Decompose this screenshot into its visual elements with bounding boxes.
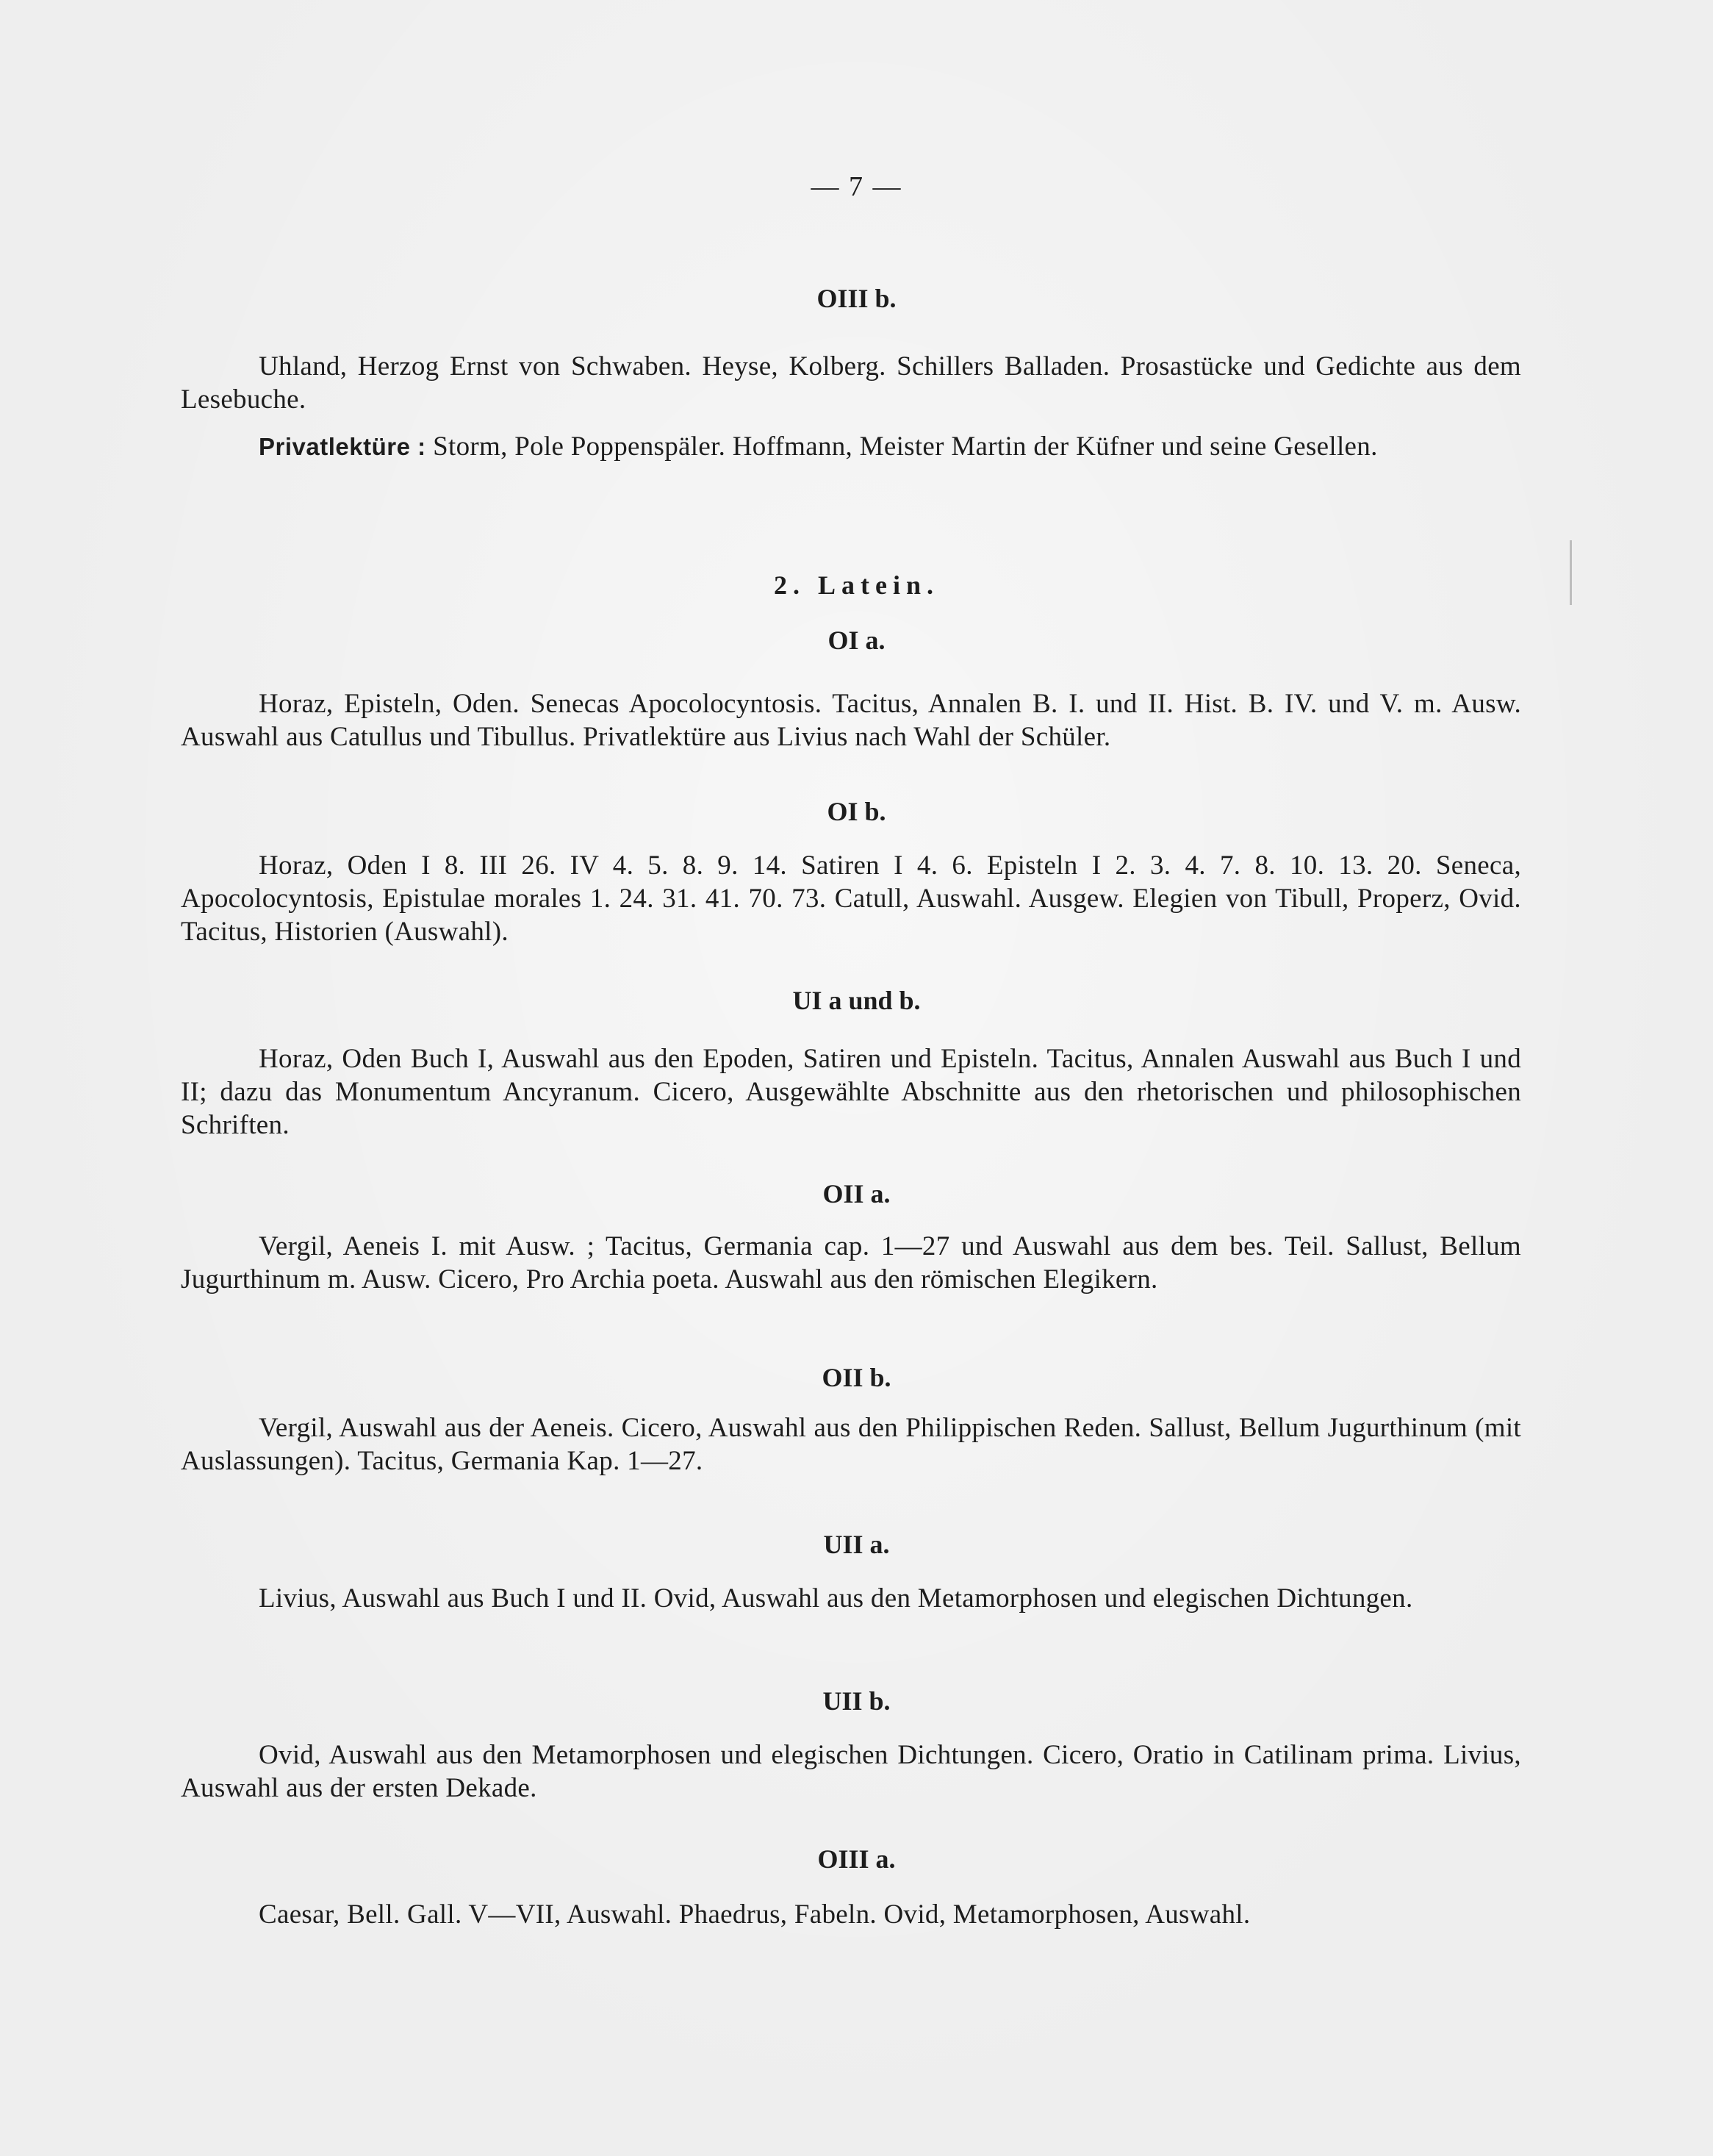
private-reading-label: Privatlektüre : — [259, 433, 426, 460]
reading-list-oii-b: Vergil, Auswahl aus der Aeneis. Cicero, Auswahl aus den Philippischen Reden. Sallust, Bellum Jugurthinum (mit Auslassungen). Tacitus, Germania Kap. 1—27. — [181, 1413, 1521, 1476]
section-title-latein: 2. Latein. — [773, 570, 939, 600]
class-heading-oiii-a: OIII a. — [817, 1844, 896, 1874]
class-heading-uii-a: UII a. — [823, 1530, 890, 1559]
class-heading-uii-b: UII b. — [822, 1686, 891, 1716]
reading-list-uii-b: Ovid, Auswahl aus den Metamorphosen und elegischen Dichtungen. Cicero, Oratio in Catilinam prima. Livius, Auswahl aus der ersten Dekade. — [181, 1740, 1521, 1803]
class-heading-oii-a: OII a. — [822, 1179, 891, 1208]
reading-list-oiii-a: Caesar, Bell. Gall. V—VII, Auswahl. Phaedrus, Fabeln. Ovid, Metamorphosen, Auswahl. — [259, 1899, 1251, 1930]
class-heading-oiii-b: OIII b. — [816, 284, 897, 313]
reading-list-ui-a-und-b: Horaz, Oden Buch I, Auswahl aus den Epoden, Satiren und Episteln. Tacitus, Annalen Auswahl aus Buch I und II; dazu das Monumentum Ancyranum. Cicero, Ausgewählte Abschnitte aus den rhetorischen und philosophischen Schriften. — [181, 1044, 1521, 1140]
reading-list-oiii-b: Uhland, Herzog Ernst von Schwaben. Heyse, Kolberg. Schillers Balladen. Prosastücke und Gedichte aus dem Lesebuche. — [181, 351, 1521, 415]
class-heading-oi-a: OI a. — [827, 626, 886, 655]
class-heading-ui-a-und-b: UI a und b. — [792, 986, 921, 1015]
private-reading-paragraph — [181, 430, 1521, 463]
scan-margin-mark — [1570, 540, 1572, 605]
reading-list-uii-a: Livius, Auswahl aus Buch I und II. Ovid, Auswahl aus den Metamorphosen und elegischen Dichtungen. — [259, 1583, 1413, 1614]
class-heading-oi-b: OI b. — [827, 797, 886, 826]
reading-list-oii-a: Vergil, Aeneis I. mit Ausw. ; Tacitus, Germania cap. 1—27 und Auswahl aus dem bes. Teil. Sallust, Bellum Jugurthinum m. Ausw. Cicero, Pro Archia poeta. Auswahl aus den römischen Elegikern. — [181, 1231, 1521, 1294]
page-number: — 7 — — [811, 171, 902, 202]
reading-list-oi-a: Horaz, Episteln, Oden. Senecas Apocolocyntosis. Tacitus, Annalen B. I. und II. Hist. B. IV. und V. m. Ausw. Auswahl aus Catullus und Tibullus. Privatlektüre aus Livius nach Wahl der Schüler. — [181, 689, 1521, 752]
class-heading-oii-b: OII b. — [822, 1363, 891, 1392]
private-reading-text: Storm, Pole Poppenspäler. Hoffmann, Meister Martin der Küfner und seine Gesellen. — [433, 431, 1378, 462]
reading-list-oi-b: Horaz, Oden I 8. III 26. IV 4. 5. 8. 9. 14. Satiren I 4. 6. Episteln I 2. 3. 4. 7. 8. 10. 13. 20. Seneca, Apocolocyntosis, Epistulae morales 1. 24. 31. 41. 70. 73. Catull, Auswahl. Ausgew. Elegien von Tibull, Properz, Ovid. Tacitus, Historien (Auswahl). — [181, 850, 1521, 947]
